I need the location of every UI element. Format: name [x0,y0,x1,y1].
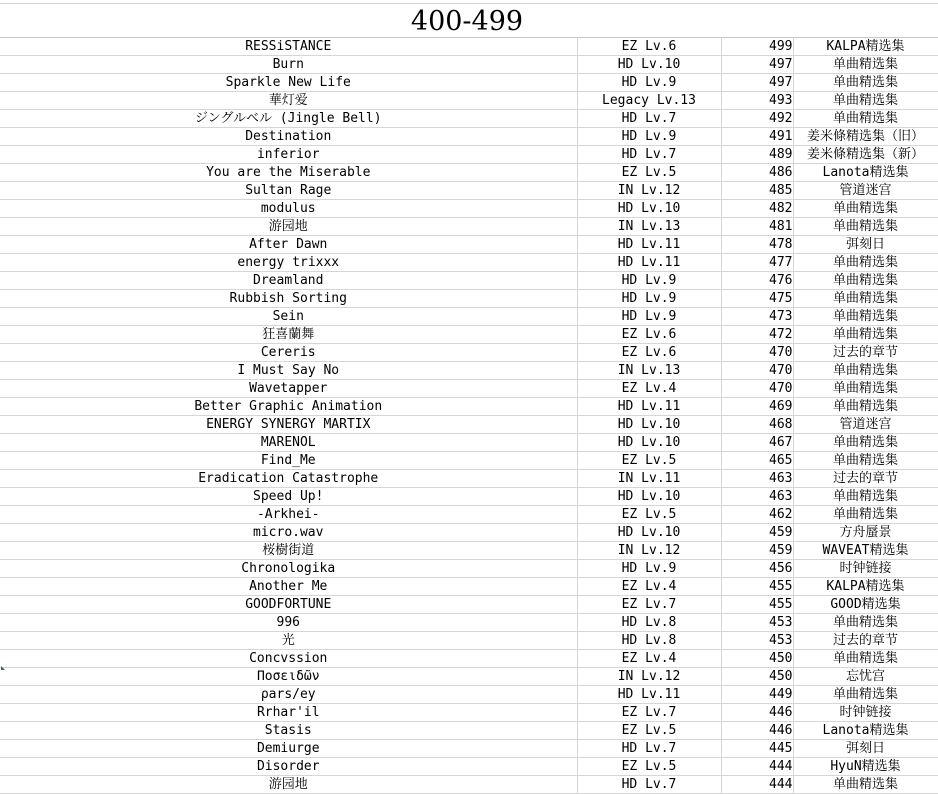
song-title-cell[interactable]: Cereris [0,344,577,362]
difficulty-cell[interactable]: HD Lv.11 [577,398,721,416]
score-cell[interactable]: 449 [721,686,793,704]
sheet-title: 400-499 [410,6,524,37]
difficulty-cell[interactable]: HD Lv.11 [577,254,721,272]
table-row [0,614,938,632]
collection-cell[interactable]: 姜米條精选集（新） [793,146,938,164]
song-title-cell[interactable]: I Must Say No [0,362,577,380]
collection-cell[interactable]: Lanota精选集 [793,164,938,182]
score-cell[interactable]: 467 [721,434,793,452]
table-row [0,578,938,596]
table-row [0,686,938,704]
difficulty-cell[interactable]: EZ Lv.5 [577,722,721,740]
song-title-cell[interactable]: Find_Me [0,452,577,470]
difficulty-cell[interactable]: HD Lv.9 [577,74,721,92]
difficulty-cell[interactable]: IN Lv.11 [577,470,721,488]
song-title-cell[interactable]: Demiurge [0,740,577,758]
collection-cell[interactable]: 单曲精选集 [793,308,938,326]
difficulty-cell[interactable]: IN Lv.12 [577,668,721,686]
song-title-cell[interactable]: 狂喜蘭舞 [0,326,577,344]
song-title-cell[interactable]: inferior [0,146,577,164]
song-title-cell[interactable]: Destination [0,128,577,146]
song-title-cell[interactable]: Ποσειδῶν [0,668,577,686]
collection-cell[interactable]: 单曲精选集 [793,92,938,110]
song-title-cell[interactable]: Sparkle New Life [0,74,577,92]
table-row [0,596,938,614]
collection-cell[interactable]: 忘忧宫 [793,668,938,686]
song-title-cell[interactable]: Better Graphic Animation [0,398,577,416]
difficulty-cell[interactable]: EZ Lv.5 [577,758,721,776]
collection-cell[interactable]: 方舟蜃景 [793,524,938,542]
song-title-cell[interactable]: ρars/ey [0,686,577,704]
score-cell[interactable]: 450 [721,668,793,686]
score-cell[interactable]: 493 [721,92,793,110]
difficulty-cell[interactable]: HD Lv.8 [577,632,721,650]
song-title-cell[interactable]: You are the Miserable [0,164,577,182]
difficulty-cell[interactable]: HD Lv.11 [577,236,721,254]
collection-cell[interactable]: 管道迷宫 [793,416,938,434]
table-row [0,776,938,794]
difficulty-cell[interactable]: HD Lv.9 [577,290,721,308]
difficulty-cell[interactable]: HD Lv.9 [577,272,721,290]
collection-cell[interactable]: KALPA精选集 [793,578,938,596]
collection-cell[interactable]: 单曲精选集 [793,272,938,290]
collection-cell[interactable]: WAVEAT精选集 [793,542,938,560]
collection-cell[interactable]: 单曲精选集 [793,200,938,218]
table-row [0,398,938,416]
collection-cell[interactable]: 单曲精选集 [793,362,938,380]
difficulty-cell[interactable]: EZ Lv.5 [577,506,721,524]
score-cell[interactable]: 470 [721,380,793,398]
song-title-cell[interactable]: 游园地 [0,218,577,236]
table-row [0,74,938,92]
song-title-cell[interactable]: Disorder [0,758,577,776]
score-cell[interactable]: 486 [721,164,793,182]
score-cell[interactable]: 463 [721,488,793,506]
table-row [0,236,938,254]
score-cell[interactable]: 473 [721,308,793,326]
table-row [0,290,938,308]
score-cell[interactable]: 462 [721,506,793,524]
collection-cell[interactable]: 单曲精选集 [793,380,938,398]
song-title-cell[interactable]: Burn [0,56,577,74]
score-cell[interactable]: 481 [721,218,793,236]
collection-cell[interactable]: 管道迷宫 [793,182,938,200]
table-row [0,668,938,686]
song-title-cell[interactable]: ジングルベル (Jingle Bell) [0,110,577,128]
score-cell[interactable]: 470 [721,344,793,362]
table-row [0,272,938,290]
song-title-cell[interactable]: 光 [0,632,577,650]
difficulty-cell[interactable]: EZ Lv.6 [577,326,721,344]
difficulty-cell[interactable]: HD Lv.9 [577,560,721,578]
comment-marker [1,666,5,670]
difficulty-cell[interactable]: HD Lv.10 [577,488,721,506]
song-title-cell[interactable]: Chronologika [0,560,577,578]
collection-cell[interactable]: 单曲精选集 [793,110,938,128]
table-row [0,722,938,740]
score-table-body [0,38,938,794]
score-cell[interactable]: 478 [721,236,793,254]
collection-cell[interactable]: 单曲精选集 [793,74,938,92]
collection-cell[interactable]: HyuN精选集 [793,758,938,776]
song-title-cell[interactable]: 桜樹街道 [0,542,577,560]
difficulty-cell[interactable]: HD Lv.9 [577,128,721,146]
table-row [0,308,938,326]
score-cell[interactable]: 455 [721,578,793,596]
table-row [0,182,938,200]
collection-cell[interactable]: 过去的章节 [793,632,938,650]
table-row [0,416,938,434]
collection-cell[interactable]: 单曲精选集 [793,452,938,470]
table-row [0,56,938,74]
collection-cell[interactable]: 过去的章节 [793,344,938,362]
song-title-cell[interactable]: After Dawn [0,236,577,254]
score-cell[interactable]: 497 [721,56,793,74]
difficulty-cell[interactable]: HD Lv.11 [577,686,721,704]
table-row [0,758,938,776]
song-title-cell[interactable]: Stasis [0,722,577,740]
table-row [0,632,938,650]
song-title-cell[interactable]: ENERGY SYNERGY MARTIX [0,416,577,434]
collection-cell[interactable]: 单曲精选集 [793,434,938,452]
collection-cell[interactable]: 单曲精选集 [793,776,938,794]
collection-cell[interactable]: 单曲精选集 [793,506,938,524]
score-cell[interactable]: 492 [721,110,793,128]
score-cell[interactable]: 469 [721,398,793,416]
score-cell[interactable]: 465 [721,452,793,470]
difficulty-cell[interactable]: HD Lv.7 [577,146,721,164]
table-row [0,452,938,470]
song-title-cell[interactable]: Sultan Rage [0,182,577,200]
difficulty-cell[interactable]: IN Lv.13 [577,362,721,380]
collection-cell[interactable]: 弭刻日 [793,740,938,758]
song-title-cell[interactable]: 996 [0,614,577,632]
collection-cell[interactable]: 时钟链接 [793,704,938,722]
song-title-cell[interactable]: 游园地 [0,776,577,794]
difficulty-cell[interactable]: IN Lv.12 [577,182,721,200]
score-cell[interactable]: 459 [721,542,793,560]
table-row [0,470,938,488]
collection-cell[interactable]: GOOD精选集 [793,596,938,614]
table-row [0,524,938,542]
song-title-cell[interactable]: Concvssion [0,650,577,668]
collection-cell[interactable]: Lanota精选集 [793,722,938,740]
table-row [0,128,938,146]
collection-cell[interactable]: 过去的章节 [793,470,938,488]
difficulty-cell[interactable]: HD Lv.10 [577,434,721,452]
difficulty-cell[interactable]: IN Lv.12 [577,542,721,560]
table-row [0,506,938,524]
song-title-cell[interactable]: RESSiSTANCE [0,38,577,56]
song-title-cell[interactable]: Rrhar'il [0,704,577,722]
collection-cell[interactable]: 单曲精选集 [793,398,938,416]
collection-cell[interactable]: 单曲精选集 [793,614,938,632]
table-row [0,704,938,722]
score-cell[interactable]: 477 [721,254,793,272]
difficulty-cell[interactable]: EZ Lv.6 [577,344,721,362]
collection-cell[interactable]: 单曲精选集 [793,686,938,704]
score-cell[interactable]: 491 [721,128,793,146]
difficulty-cell[interactable]: EZ Lv.4 [577,578,721,596]
difficulty-cell[interactable]: HD Lv.10 [577,524,721,542]
score-cell[interactable]: 453 [721,632,793,650]
table-row [0,560,938,578]
table-row [0,434,938,452]
score-cell[interactable]: 456 [721,560,793,578]
difficulty-cell[interactable]: EZ Lv.5 [577,452,721,470]
song-title-cell[interactable]: modulus [0,200,577,218]
score-cell[interactable]: 450 [721,650,793,668]
table-row [0,218,938,236]
score-cell[interactable]: 455 [721,596,793,614]
collection-cell[interactable]: KALPA精选集 [793,38,938,56]
difficulty-cell[interactable]: EZ Lv.6 [577,38,721,56]
collection-cell[interactable]: 弭刻日 [793,236,938,254]
score-cell[interactable]: 470 [721,362,793,380]
score-cell[interactable]: 482 [721,200,793,218]
difficulty-cell[interactable]: EZ Lv.4 [577,380,721,398]
song-title-cell[interactable]: Dreamland [0,272,577,290]
table-row [0,200,938,218]
table-row [0,38,938,56]
collection-cell[interactable]: 单曲精选集 [793,650,938,668]
difficulty-cell[interactable]: HD Lv.8 [577,614,721,632]
score-cell[interactable]: 475 [721,290,793,308]
score-cell[interactable]: 444 [721,776,793,794]
score-cell[interactable]: 444 [721,758,793,776]
table-row [0,254,938,272]
collection-cell[interactable]: 时钟链接 [793,560,938,578]
difficulty-cell[interactable]: HD Lv.7 [577,776,721,794]
difficulty-cell[interactable]: HD Lv.10 [577,416,721,434]
table-row [0,488,938,506]
score-cell[interactable]: 446 [721,722,793,740]
table-row [0,164,938,182]
difficulty-cell[interactable]: EZ Lv.5 [577,164,721,182]
collection-cell[interactable]: 姜米條精选集（旧） [793,128,938,146]
table-row [0,344,938,362]
difficulty-cell[interactable]: EZ Lv.4 [577,650,721,668]
difficulty-cell[interactable]: HD Lv.10 [577,56,721,74]
score-table [0,38,938,794]
score-cell[interactable]: 489 [721,146,793,164]
song-title-cell[interactable]: Rubbish Sorting [0,290,577,308]
table-row [0,740,938,758]
collection-cell[interactable]: 单曲精选集 [793,326,938,344]
table-row [0,110,938,128]
collection-cell[interactable]: 单曲精选集 [793,254,938,272]
score-cell[interactable]: 468 [721,416,793,434]
score-cell[interactable]: 485 [721,182,793,200]
song-title-cell[interactable]: Sein [0,308,577,326]
score-cell[interactable]: 453 [721,614,793,632]
collection-cell[interactable]: 单曲精选集 [793,290,938,308]
table-row [0,326,938,344]
collection-cell[interactable]: 单曲精选集 [793,488,938,506]
score-cell[interactable]: 459 [721,524,793,542]
difficulty-cell[interactable]: Legacy Lv.13 [577,92,721,110]
song-title-cell[interactable]: 華灯爱 [0,92,577,110]
score-cell[interactable]: 499 [721,38,793,56]
score-cell[interactable]: 497 [721,74,793,92]
score-cell[interactable]: 472 [721,326,793,344]
difficulty-cell[interactable]: HD Lv.10 [577,200,721,218]
table-row [0,146,938,164]
song-title-cell[interactable]: energy trixxx [0,254,577,272]
song-title-cell[interactable]: Speed Up! [0,488,577,506]
difficulty-cell[interactable]: HD Lv.7 [577,740,721,758]
difficulty-cell[interactable]: HD Lv.7 [577,110,721,128]
song-title-cell[interactable]: Eradication Catastrophe [0,470,577,488]
table-row [0,92,938,110]
difficulty-cell[interactable]: IN Lv.13 [577,218,721,236]
song-title-cell[interactable]: micro.wav [0,524,577,542]
difficulty-cell[interactable]: EZ Lv.7 [577,596,721,614]
score-cell[interactable]: 446 [721,704,793,722]
table-row [0,380,938,398]
table-row [0,362,938,380]
song-title-cell[interactable]: MARENOL [0,434,577,452]
collection-cell[interactable]: 单曲精选集 [793,56,938,74]
song-title-cell[interactable]: -Arkhei- [0,506,577,524]
difficulty-cell[interactable]: EZ Lv.7 [577,704,721,722]
collection-cell[interactable]: 单曲精选集 [793,218,938,236]
song-title-cell[interactable]: GOODFORTUNE [0,596,577,614]
song-title-cell[interactable]: Wavetapper [0,380,577,398]
score-cell[interactable]: 476 [721,272,793,290]
score-cell[interactable]: 445 [721,740,793,758]
title-row[interactable] [0,4,938,38]
song-title-cell[interactable]: Another Me [0,578,577,596]
score-cell[interactable]: 463 [721,470,793,488]
table-row [0,542,938,560]
difficulty-cell[interactable]: HD Lv.9 [577,308,721,326]
table-row [0,650,938,668]
